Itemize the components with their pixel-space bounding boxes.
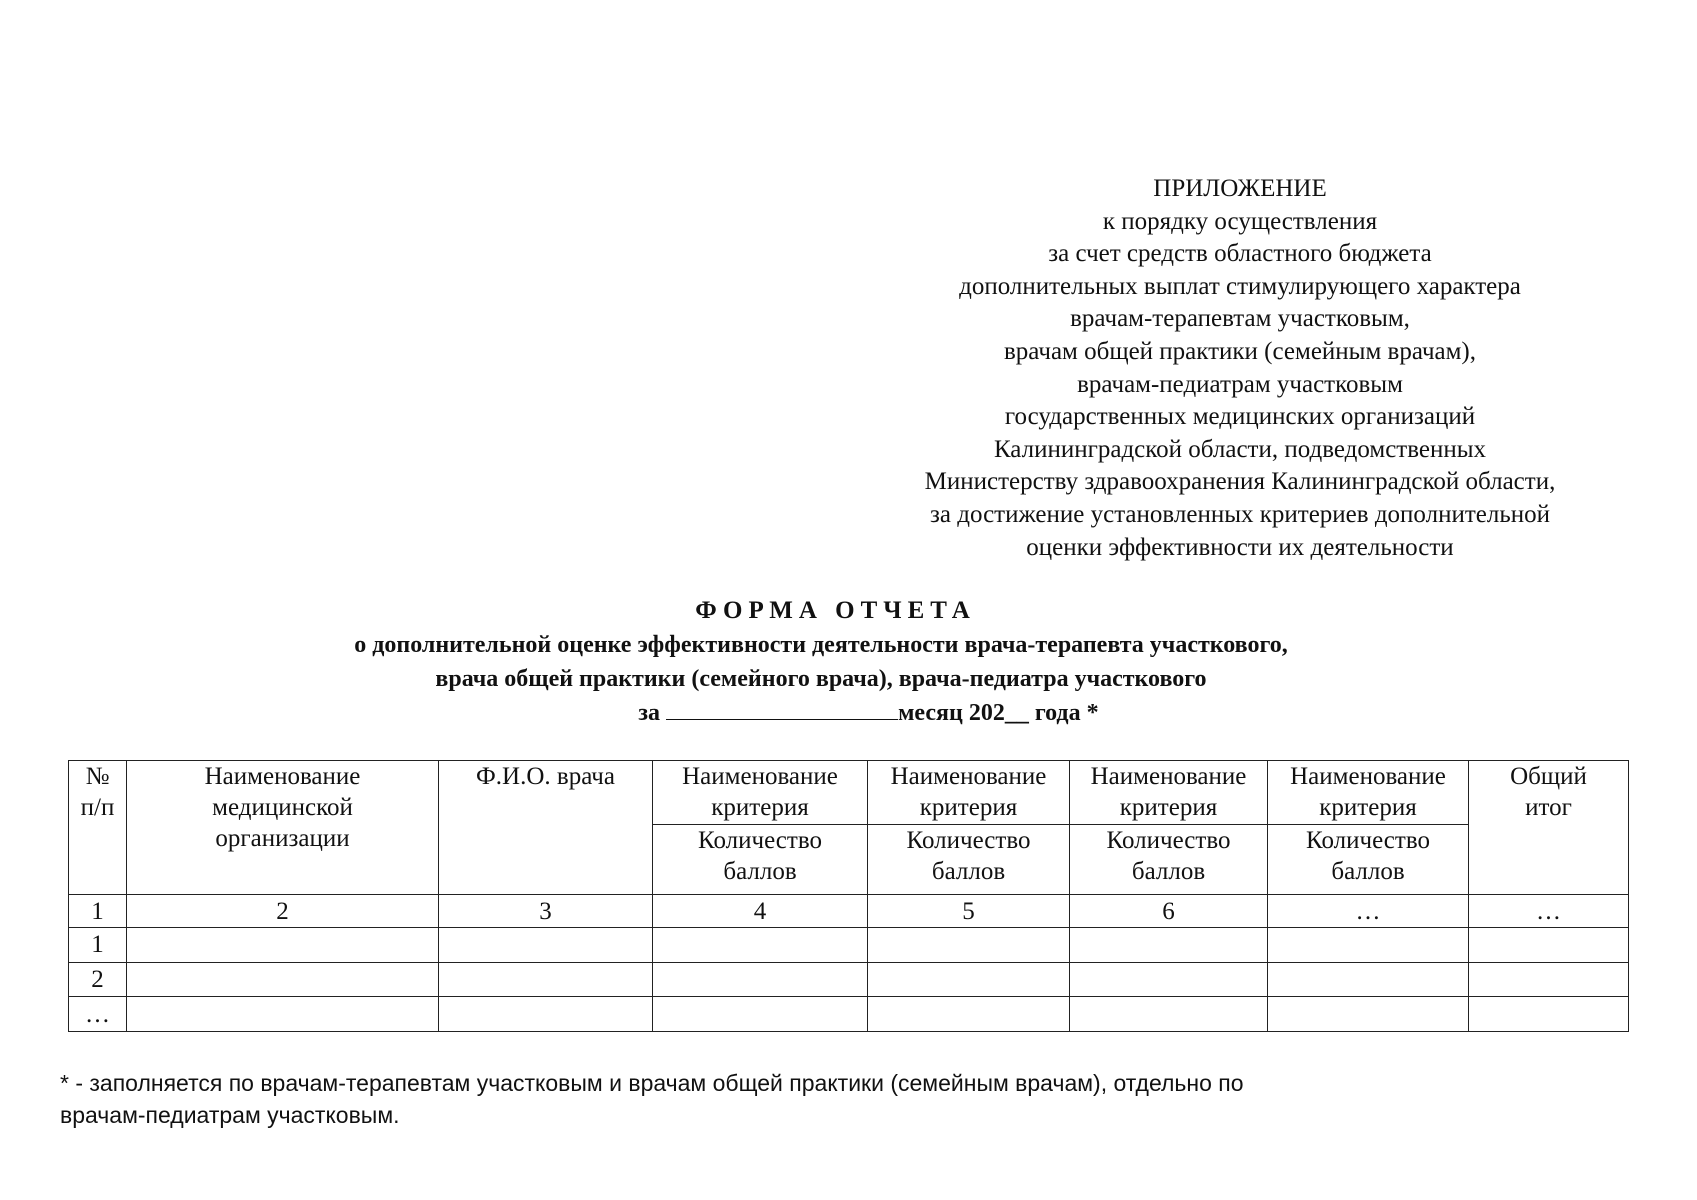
empty-cell[interactable]	[868, 962, 1070, 997]
header-criterion-3: Наименование критерия	[1070, 761, 1268, 825]
empty-cell[interactable]	[1070, 928, 1268, 963]
appendix-line: Калининградской области, подведомственных	[993, 435, 1487, 463]
header-points-4: Количество баллов	[1268, 825, 1469, 895]
column-number: 5	[868, 895, 1070, 928]
month-blank-field	[666, 718, 898, 720]
footnote	[60, 1067, 1620, 1131]
empty-cell[interactable]	[1469, 997, 1629, 1032]
header-criterion-4: Наименование критерия	[1268, 761, 1469, 825]
empty-cell[interactable]	[127, 997, 439, 1032]
appendix-title: ПРИЛОЖЕНИЕ	[1153, 175, 1327, 202]
appendix-line: за счет средств областного бюджета	[1048, 240, 1432, 268]
row-number: 2	[69, 962, 127, 997]
empty-cell[interactable]	[653, 962, 868, 997]
header-points-1: Количество баллов	[653, 825, 868, 895]
column-number: 3	[439, 895, 653, 928]
row-number: 1	[69, 928, 127, 963]
appendix-line: государственных медицинских организаций	[1004, 403, 1476, 431]
form-title: ФОРМА ОТЧЕТА	[695, 597, 976, 624]
column-number: …	[1469, 895, 1629, 928]
empty-cell[interactable]	[127, 962, 439, 997]
row-number: …	[69, 997, 127, 1032]
header-medical-organization: Наименование медицинской организации	[127, 761, 439, 895]
header-total: Общий итог	[1469, 761, 1629, 895]
empty-cell[interactable]	[653, 928, 868, 963]
empty-cell[interactable]	[1469, 928, 1629, 963]
column-number: 4	[653, 895, 868, 928]
appendix-line: оценки эффективности их деятельности	[1026, 533, 1454, 561]
empty-cell[interactable]	[439, 997, 653, 1032]
header-criterion-2: Наименование критерия	[868, 761, 1070, 825]
header-row-number: № п/п	[69, 761, 127, 895]
appendix-line: врачам-терапевтам участковым,	[1070, 305, 1410, 333]
appendix-line: Министерству здравоохранения Калининградской области,	[924, 468, 1556, 496]
empty-cell[interactable]	[439, 928, 653, 963]
period-suffix: месяц 202__ года *	[898, 700, 1099, 726]
appendix-line: врачам-педиатрам участковым	[1077, 370, 1403, 398]
empty-cell[interactable]	[653, 997, 868, 1032]
footnote-line-1: * - заполняется по врачам-терапевтам участковым и врачам общей практики (семейным врачам), отдельно по	[60, 1070, 1244, 1096]
appendix-line: к порядку осуществления	[1102, 207, 1378, 235]
period-prefix: за	[638, 700, 661, 726]
report-table	[68, 760, 1629, 1032]
header-points-2: Количество баллов	[868, 825, 1070, 895]
empty-cell[interactable]	[1070, 962, 1268, 997]
column-number: 2	[127, 895, 439, 928]
empty-cell[interactable]	[1469, 962, 1629, 997]
footnote-line-2: врачам-педиатрам участковым.	[60, 1102, 400, 1128]
column-number: 6	[1070, 895, 1268, 928]
empty-cell[interactable]	[1268, 997, 1469, 1032]
appendix-line: за достижение установленных критериев дополнительной	[930, 500, 1550, 528]
table-row	[69, 997, 1629, 1032]
empty-cell[interactable]	[439, 962, 653, 997]
appendix-header	[860, 173, 1620, 564]
empty-cell[interactable]	[868, 997, 1070, 1032]
column-number: 1	[69, 895, 127, 928]
header-doctor-name: Ф.И.О. врача	[439, 761, 653, 895]
form-subtitle-line-2: врача общей практики (семейного врача), врача-педиатра участкового	[435, 666, 1207, 692]
header-points-3: Количество баллов	[1070, 825, 1268, 895]
column-number: …	[1268, 895, 1469, 928]
header-criterion-1: Наименование критерия	[653, 761, 868, 825]
empty-cell[interactable]	[868, 928, 1070, 963]
appendix-line: дополнительных выплат стимулирующего характера	[959, 272, 1521, 300]
empty-cell[interactable]	[1070, 997, 1268, 1032]
empty-cell[interactable]	[1268, 928, 1469, 963]
appendix-line: врачам общей практики (семейным врачам),	[1003, 337, 1477, 365]
table-row	[69, 962, 1629, 997]
form-title-block	[0, 594, 1697, 730]
empty-cell[interactable]	[1268, 962, 1469, 997]
column-number-row	[69, 895, 1629, 928]
empty-cell[interactable]	[127, 928, 439, 963]
form-subtitle-line-1: о дополнительной оценке эффективности деятельности врача-терапевта участкового,	[354, 632, 1288, 658]
table-row	[69, 928, 1629, 963]
report-period-line	[40, 696, 1697, 730]
